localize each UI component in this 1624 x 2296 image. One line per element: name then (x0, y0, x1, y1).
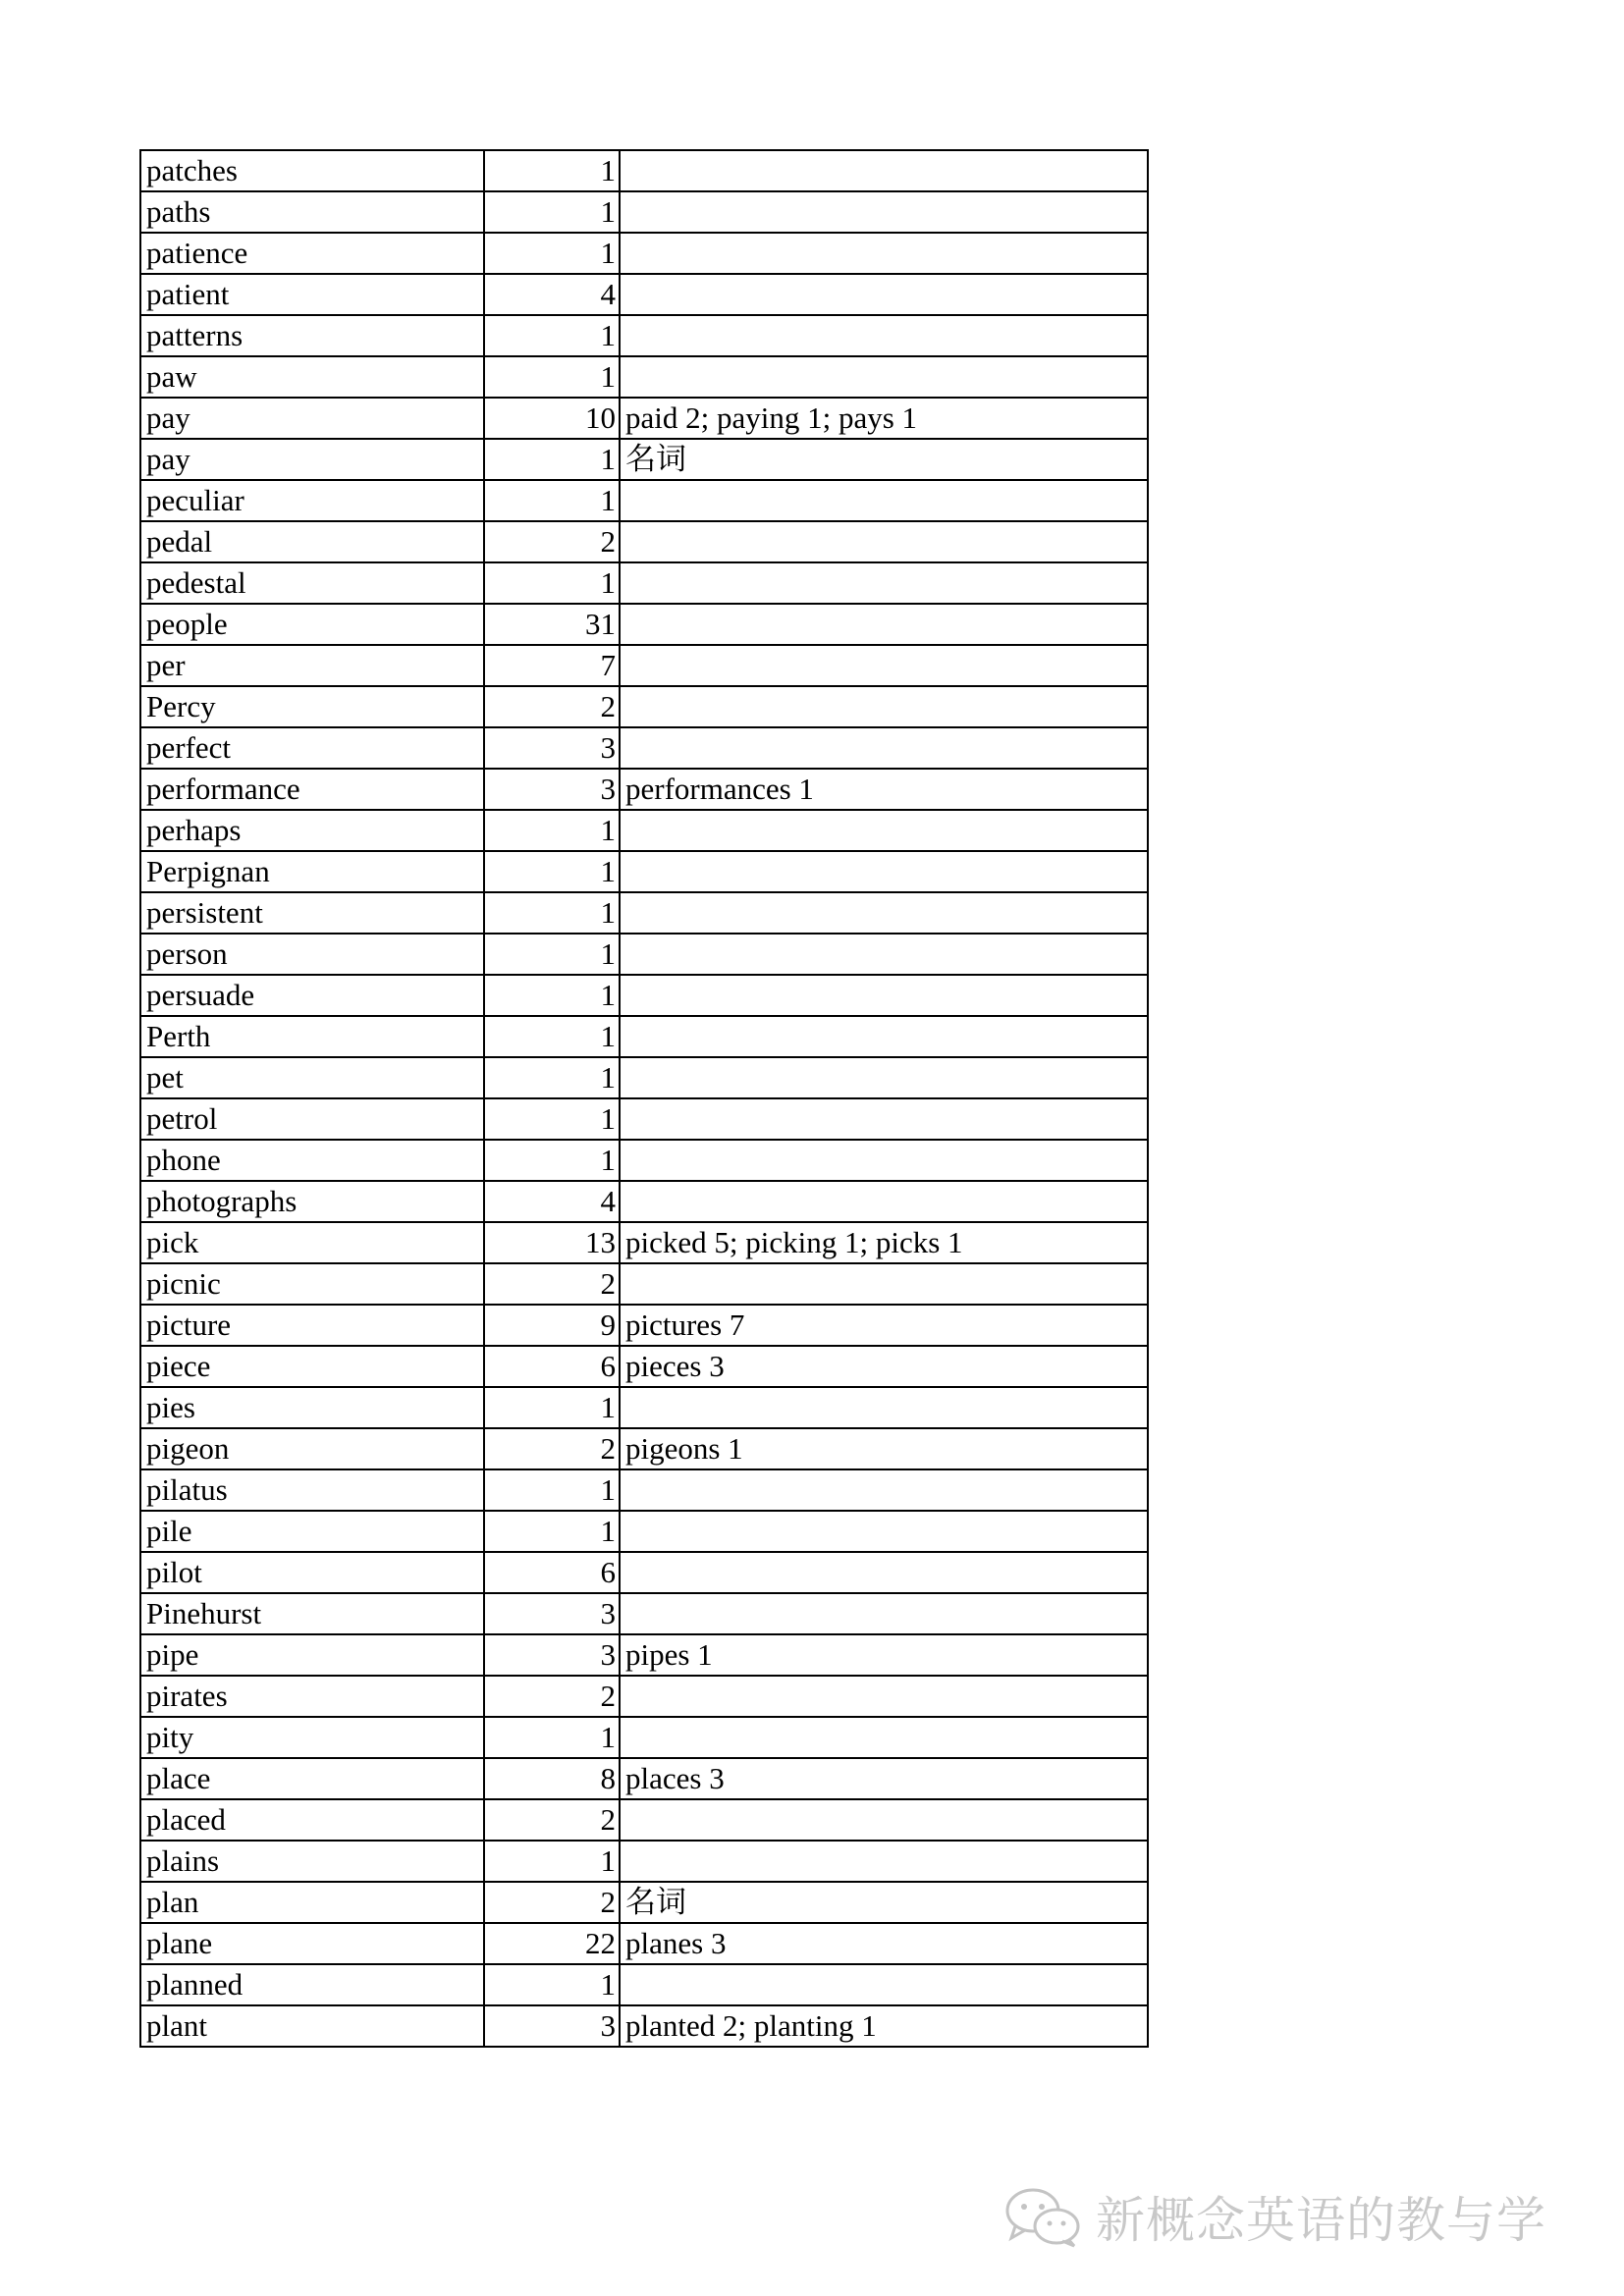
table-row (140, 1841, 1148, 1882)
count-cell: 1 (484, 1016, 620, 1057)
word-cell: pedal (140, 521, 484, 562)
count-cell: 1 (484, 1057, 620, 1098)
note-cell: paid 2; paying 1; pays 1 (620, 398, 1148, 439)
count-cell: 1 (484, 1469, 620, 1511)
word-cell: persuade (140, 975, 484, 1016)
word-cell: perfect (140, 727, 484, 769)
word-cell: petrol (140, 1098, 484, 1140)
table-row (140, 150, 1148, 191)
table-row (140, 769, 1148, 810)
note-cell (620, 274, 1148, 315)
count-cell: 1 (484, 1841, 620, 1882)
note-cell: picked 5; picking 1; picks 1 (620, 1222, 1148, 1263)
wechat-icon (1001, 2185, 1084, 2248)
word-cell: picnic (140, 1263, 484, 1305)
count-cell: 1 (484, 975, 620, 1016)
note-cell (620, 1841, 1148, 1882)
table-row (140, 1799, 1148, 1841)
count-cell: 2 (484, 521, 620, 562)
count-cell: 3 (484, 1593, 620, 1634)
table-row (140, 851, 1148, 892)
count-cell: 1 (484, 1098, 620, 1140)
word-cell: pirates (140, 1676, 484, 1717)
table-row (140, 439, 1148, 480)
note-cell (620, 150, 1148, 191)
table-row (140, 1057, 1148, 1098)
note-cell (620, 1263, 1148, 1305)
word-cell: patches (140, 150, 484, 191)
note-cell (620, 480, 1148, 521)
note-cell: pictures 7 (620, 1305, 1148, 1346)
table-row (140, 480, 1148, 521)
word-cell: paths (140, 191, 484, 233)
table-row (140, 1923, 1148, 1964)
note-cell (620, 1676, 1148, 1717)
note-cell (620, 1098, 1148, 1140)
table-row (140, 1016, 1148, 1057)
count-cell: 31 (484, 604, 620, 645)
count-cell: 10 (484, 398, 620, 439)
count-cell: 1 (484, 892, 620, 934)
word-cell: plains (140, 1841, 484, 1882)
word-cell: paw (140, 356, 484, 398)
table-row (140, 1387, 1148, 1428)
word-cell: Pinehurst (140, 1593, 484, 1634)
note-cell (620, 315, 1148, 356)
note-cell (620, 934, 1148, 975)
note-cell (620, 1181, 1148, 1222)
table-row (140, 1181, 1148, 1222)
word-cell: patience (140, 233, 484, 274)
word-cell: phone (140, 1140, 484, 1181)
table-row (140, 521, 1148, 562)
table-row (140, 1469, 1148, 1511)
word-cell: piece (140, 1346, 484, 1387)
table-row (140, 1511, 1148, 1552)
note-cell (620, 604, 1148, 645)
count-cell: 1 (484, 810, 620, 851)
word-cell: Perth (140, 1016, 484, 1057)
count-cell: 9 (484, 1305, 620, 1346)
note-cell (620, 810, 1148, 851)
table-row (140, 2005, 1148, 2047)
table-row (140, 604, 1148, 645)
note-cell (620, 851, 1148, 892)
count-cell: 1 (484, 562, 620, 604)
count-cell: 1 (484, 1964, 620, 2005)
table-body (140, 150, 1148, 2047)
note-cell (620, 521, 1148, 562)
table-row (140, 1593, 1148, 1634)
note-cell (620, 1387, 1148, 1428)
word-cell: picture (140, 1305, 484, 1346)
word-cell: place (140, 1758, 484, 1799)
count-cell: 1 (484, 315, 620, 356)
table-row (140, 892, 1148, 934)
note-cell: pieces 3 (620, 1346, 1148, 1387)
table-row (140, 1305, 1148, 1346)
word-cell: Percy (140, 686, 484, 727)
table-row (140, 191, 1148, 233)
note-cell (620, 1469, 1148, 1511)
table-row (140, 1634, 1148, 1676)
word-cell: person (140, 934, 484, 975)
word-cell: patient (140, 274, 484, 315)
table-row (140, 1098, 1148, 1140)
word-cell: placed (140, 1799, 484, 1841)
count-cell: 2 (484, 1428, 620, 1469)
table-row (140, 1717, 1148, 1758)
word-cell: pigeon (140, 1428, 484, 1469)
count-cell: 4 (484, 274, 620, 315)
count-cell: 1 (484, 191, 620, 233)
note-cell: pipes 1 (620, 1634, 1148, 1676)
count-cell: 13 (484, 1222, 620, 1263)
word-cell: patterns (140, 315, 484, 356)
count-cell: 2 (484, 686, 620, 727)
count-cell: 1 (484, 1717, 620, 1758)
word-cell: pay (140, 439, 484, 480)
note-cell: places 3 (620, 1758, 1148, 1799)
word-cell: pilatus (140, 1469, 484, 1511)
count-cell: 2 (484, 1882, 620, 1923)
table-row (140, 356, 1148, 398)
word-cell: photographs (140, 1181, 484, 1222)
note-cell (620, 686, 1148, 727)
table-row (140, 645, 1148, 686)
note-cell (620, 892, 1148, 934)
note-cell: 名词 (620, 1882, 1148, 1923)
word-cell: pile (140, 1511, 484, 1552)
count-cell: 1 (484, 1511, 620, 1552)
word-cell: performance (140, 769, 484, 810)
word-cell: pies (140, 1387, 484, 1428)
table-row (140, 233, 1148, 274)
note-cell (620, 645, 1148, 686)
count-cell: 1 (484, 439, 620, 480)
table-row (140, 398, 1148, 439)
count-cell: 2 (484, 1799, 620, 1841)
word-cell: Perpignan (140, 851, 484, 892)
count-cell: 3 (484, 769, 620, 810)
note-cell: planted 2; planting 1 (620, 2005, 1148, 2047)
word-cell: pipe (140, 1634, 484, 1676)
count-cell: 4 (484, 1181, 620, 1222)
watermark-text: 新概念英语的教与学 (1096, 2192, 1546, 2249)
table-row (140, 1428, 1148, 1469)
word-cell: plan (140, 1882, 484, 1923)
table-row (140, 1346, 1148, 1387)
table-row (140, 727, 1148, 769)
note-cell: performances 1 (620, 769, 1148, 810)
table-row (140, 934, 1148, 975)
word-frequency-table (139, 149, 1149, 2048)
count-cell: 7 (484, 645, 620, 686)
note-cell: planes 3 (620, 1923, 1148, 1964)
note-cell (620, 1593, 1148, 1634)
word-cell: planned (140, 1964, 484, 2005)
note-cell (620, 1552, 1148, 1593)
note-cell (620, 562, 1148, 604)
note-cell (620, 1057, 1148, 1098)
table-row (140, 1263, 1148, 1305)
word-cell: people (140, 604, 484, 645)
note-cell: pigeons 1 (620, 1428, 1148, 1469)
watermark (1001, 2181, 1546, 2252)
note-cell (620, 1511, 1148, 1552)
count-cell: 1 (484, 480, 620, 521)
count-cell: 6 (484, 1552, 620, 1593)
table-row (140, 1676, 1148, 1717)
word-cell: pay (140, 398, 484, 439)
table-row (140, 686, 1148, 727)
count-cell: 22 (484, 1923, 620, 1964)
word-cell: pity (140, 1717, 484, 1758)
word-cell: peculiar (140, 480, 484, 521)
note-cell (620, 191, 1148, 233)
note-cell (620, 1799, 1148, 1841)
count-cell: 2 (484, 1676, 620, 1717)
count-cell: 1 (484, 150, 620, 191)
count-cell: 1 (484, 934, 620, 975)
count-cell: 8 (484, 1758, 620, 1799)
table-row (140, 562, 1148, 604)
note-cell (620, 727, 1148, 769)
word-cell: plant (140, 2005, 484, 2047)
table-row (140, 810, 1148, 851)
word-cell: persistent (140, 892, 484, 934)
note-cell (620, 1140, 1148, 1181)
count-cell: 3 (484, 1634, 620, 1676)
table-row (140, 1222, 1148, 1263)
note-cell (620, 356, 1148, 398)
count-cell: 2 (484, 1263, 620, 1305)
count-cell: 1 (484, 356, 620, 398)
note-cell (620, 1717, 1148, 1758)
count-cell: 3 (484, 727, 620, 769)
note-cell (620, 1016, 1148, 1057)
table-row (140, 1552, 1148, 1593)
table-row (140, 1964, 1148, 2005)
word-cell: pick (140, 1222, 484, 1263)
note-cell: 名词 (620, 439, 1148, 480)
word-cell: pedestal (140, 562, 484, 604)
table-row (140, 975, 1148, 1016)
table-row (140, 1882, 1148, 1923)
count-cell: 3 (484, 2005, 620, 2047)
count-cell: 1 (484, 851, 620, 892)
table-row (140, 315, 1148, 356)
word-cell: pilot (140, 1552, 484, 1593)
table-row (140, 274, 1148, 315)
word-cell: per (140, 645, 484, 686)
table-row (140, 1140, 1148, 1181)
word-cell: pet (140, 1057, 484, 1098)
note-cell (620, 1964, 1148, 2005)
word-cell: perhaps (140, 810, 484, 851)
note-cell (620, 233, 1148, 274)
count-cell: 6 (484, 1346, 620, 1387)
count-cell: 1 (484, 1140, 620, 1181)
count-cell: 1 (484, 1387, 620, 1428)
word-cell: plane (140, 1923, 484, 1964)
table-row (140, 1758, 1148, 1799)
note-cell (620, 975, 1148, 1016)
count-cell: 1 (484, 233, 620, 274)
